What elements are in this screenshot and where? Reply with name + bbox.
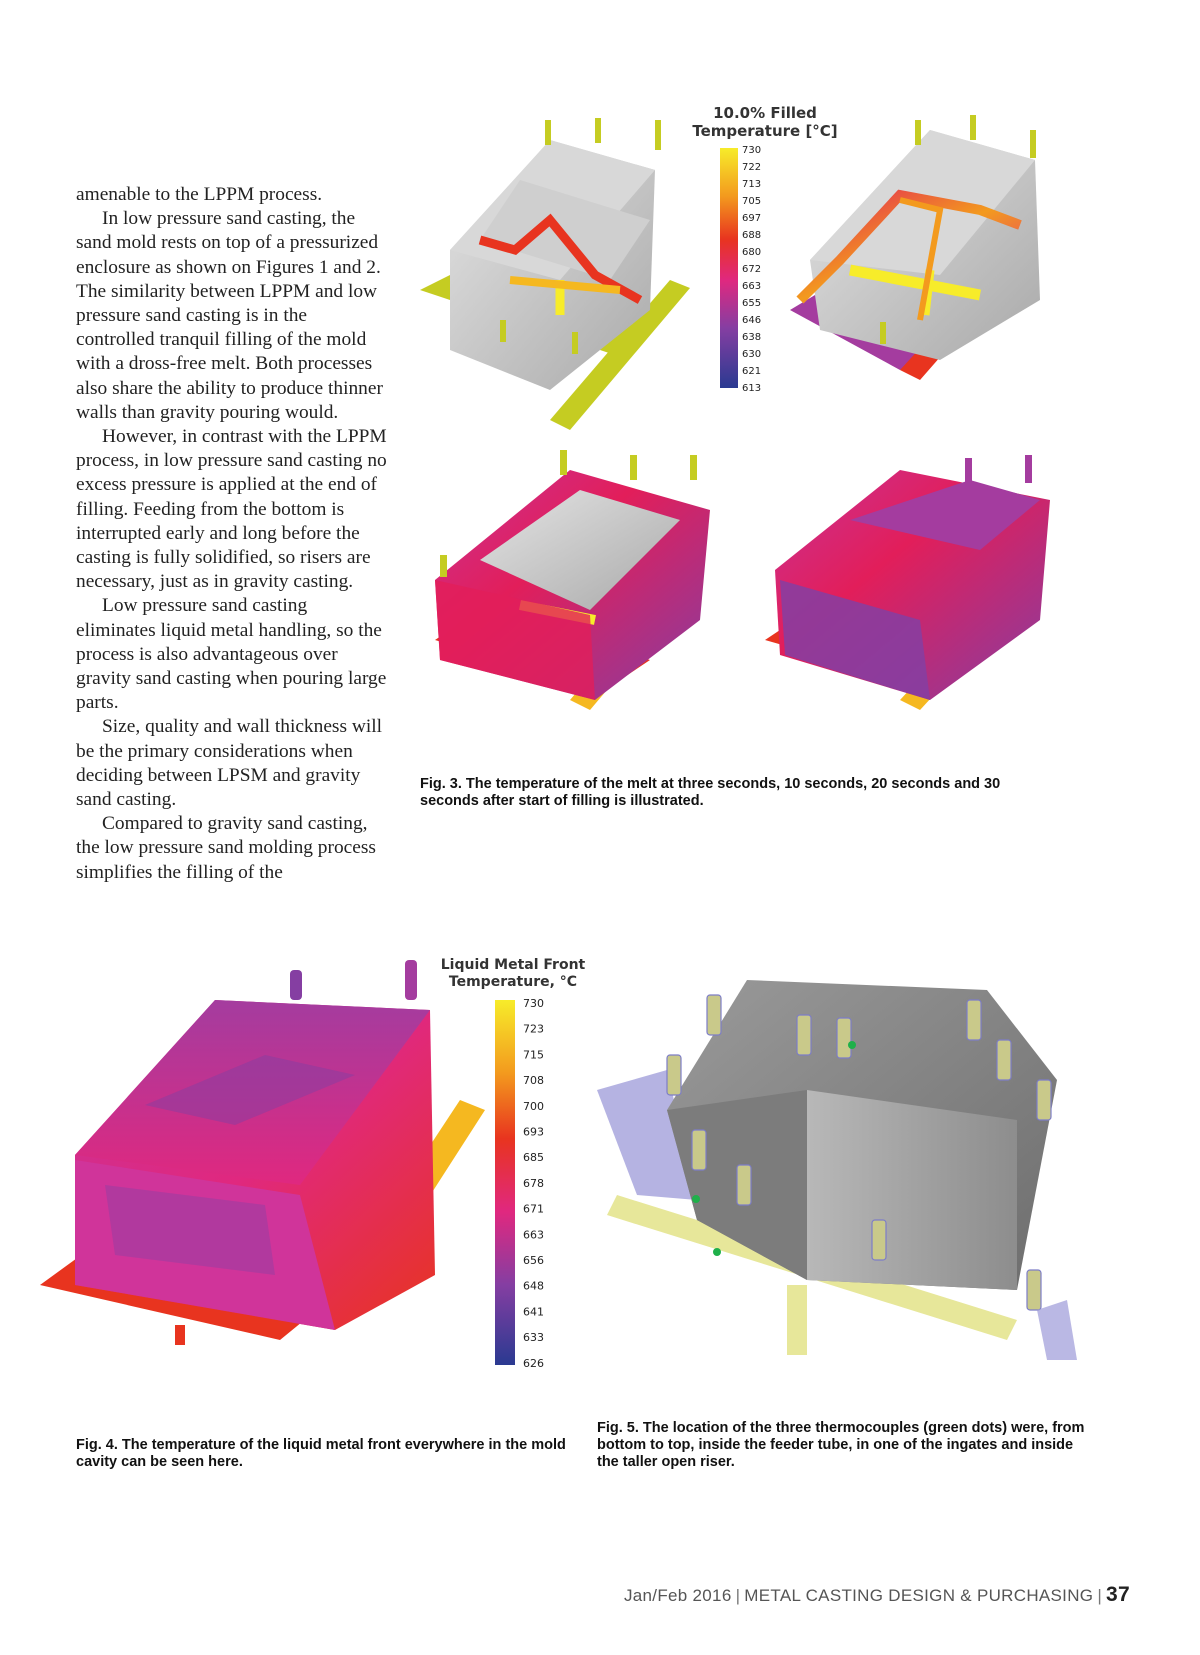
fig4-tick-label: 708 — [523, 1074, 544, 1088]
paragraph: In low pressure sand casting, the sand mold rests on top of a pressurized enclosure as shown on Figures 1 and 2. The similarity between LPPM and low pressure sand casting is in the controlled tranquil filling of the mold with a dross-free melt. Both processes also share the ability to produce thinner walls than gravity pouring would. — [76, 208, 383, 423]
fig3-caption: Fig. 3. The temperature of the melt at three seconds, 10 seconds, 20 seconds and 30 seconds after start of filling is illustrated. — [420, 776, 1001, 809]
fig4-color-scale — [495, 1000, 515, 1365]
fig4-tick-label: 678 — [523, 1176, 544, 1190]
fig5-casting-render — [597, 980, 1077, 1360]
fig4-tick-label: 648 — [523, 1279, 544, 1293]
figure-5 — [597, 980, 1097, 1390]
paragraph: Size, quality and wall thickness will be the primary considerations when deciding between LPSM and gravity sand casting. — [76, 716, 383, 811]
fig4-tick-label: 730 — [523, 997, 544, 1010]
fig3-tick-label: 621 — [742, 366, 762, 377]
fig4-tick-label: 663 — [523, 1228, 544, 1242]
fig3-tick-label: 638 — [742, 332, 762, 343]
figure-4-graphic — [35, 955, 615, 1395]
fig3-legend — [692, 104, 837, 394]
fig3-tick-label: 722 — [742, 162, 762, 173]
figure-3-graphic — [420, 100, 1100, 740]
fig4-tick-label: 715 — [523, 1048, 544, 1062]
fig4-tick-label: 723 — [523, 1022, 544, 1036]
fig3-tick-label: 705 — [742, 196, 762, 207]
figure-3 — [420, 100, 1100, 740]
fig4-tick-label: 626 — [523, 1356, 544, 1370]
page-number: 37 — [1106, 1583, 1130, 1606]
fig3-legend-title-2: Temperature [°C] — [692, 122, 838, 140]
fig4-caption: Fig. 4. The temperature of the liquid metal front everywhere in the mold cavity can be seen here. — [76, 1437, 566, 1470]
fig3-tick-label: 713 — [742, 179, 762, 190]
paragraph: Low pressure sand casting eliminates liquid metal handling, so the process is also advantageous over gravity sand casting when pouring large parts. — [76, 595, 387, 714]
article-body — [76, 183, 388, 885]
figure-5-graphic — [597, 980, 1097, 1390]
paragraph: Compared to gravity sand casting, the low pressure sand molding process simplifies the filling of the — [76, 813, 376, 883]
fig5-caption: Fig. 5. The location of the three thermocouples (green dots) were, from bottom to top, inside the feeder tube, in one of the ingates and inside the taller open riser. — [597, 1420, 1085, 1470]
fig3-tick-label: 655 — [742, 298, 762, 309]
fig4-tick-label: 685 — [523, 1151, 544, 1165]
fig3-tick-label: 730 — [742, 145, 762, 156]
fig3-tick-label: 680 — [742, 247, 762, 258]
fig4-tick-label: 656 — [523, 1254, 544, 1267]
fig4-tick-labels — [523, 997, 544, 1370]
fig3-tick-label: 672 — [742, 264, 762, 275]
fig3-tick-label: 663 — [742, 281, 762, 292]
fig4-tick-label: 633 — [523, 1331, 544, 1345]
fig4-tick-label: 671 — [523, 1202, 544, 1216]
figure-4 — [35, 955, 615, 1395]
page-footer: Jan/Feb 2016 | METAL CASTING DESIGN & PURCHASING | 37 — [624, 1583, 1130, 1606]
fig4-legend-title-2: Temperature, °C — [448, 974, 578, 990]
fig3-tick-label: 630 — [742, 349, 762, 360]
fig4-legend — [441, 957, 586, 1370]
fig4-tick-label: 641 — [523, 1305, 544, 1319]
fig3-tick-label: 697 — [742, 213, 762, 224]
footer-issue: Jan/Feb 2016 — [624, 1586, 732, 1605]
fig4-casting-render — [40, 960, 485, 1345]
thermocouple-dot — [692, 1195, 700, 1203]
fig4-tick-label: 693 — [523, 1125, 544, 1139]
fig3-panel-3s — [420, 118, 690, 430]
fig3-legend-title-1: 10.0% Filled — [713, 104, 817, 122]
footer-publication: METAL CASTING DESIGN & PURCHASING — [744, 1586, 1094, 1605]
fig4-tick-label: 700 — [523, 1099, 544, 1113]
paragraph: amenable to the LPPM process. — [76, 184, 323, 205]
fig3-panel-30s — [765, 455, 1050, 710]
fig3-tick-label: 613 — [742, 383, 762, 394]
fig3-tick-labels — [742, 145, 761, 394]
fig3-panel-20s — [435, 450, 710, 710]
fig3-tick-label: 688 — [742, 230, 762, 241]
thermocouple-dot — [848, 1041, 856, 1049]
fig3-color-scale — [720, 148, 738, 388]
fig4-legend-title-1: Liquid Metal Front — [440, 957, 586, 973]
thermocouple-dot — [713, 1248, 721, 1256]
paragraph: However, in contrast with the LPPM process, in low pressure sand casting no excess pressure is applied at the end of filling. Feeding from the bottom is interrupted early and long before the casting is fully solidified, so risers are necessary, just as in gravity casting. — [76, 426, 387, 593]
fig3-panel-10s — [790, 115, 1040, 380]
fig3-tick-label: 646 — [742, 315, 762, 326]
